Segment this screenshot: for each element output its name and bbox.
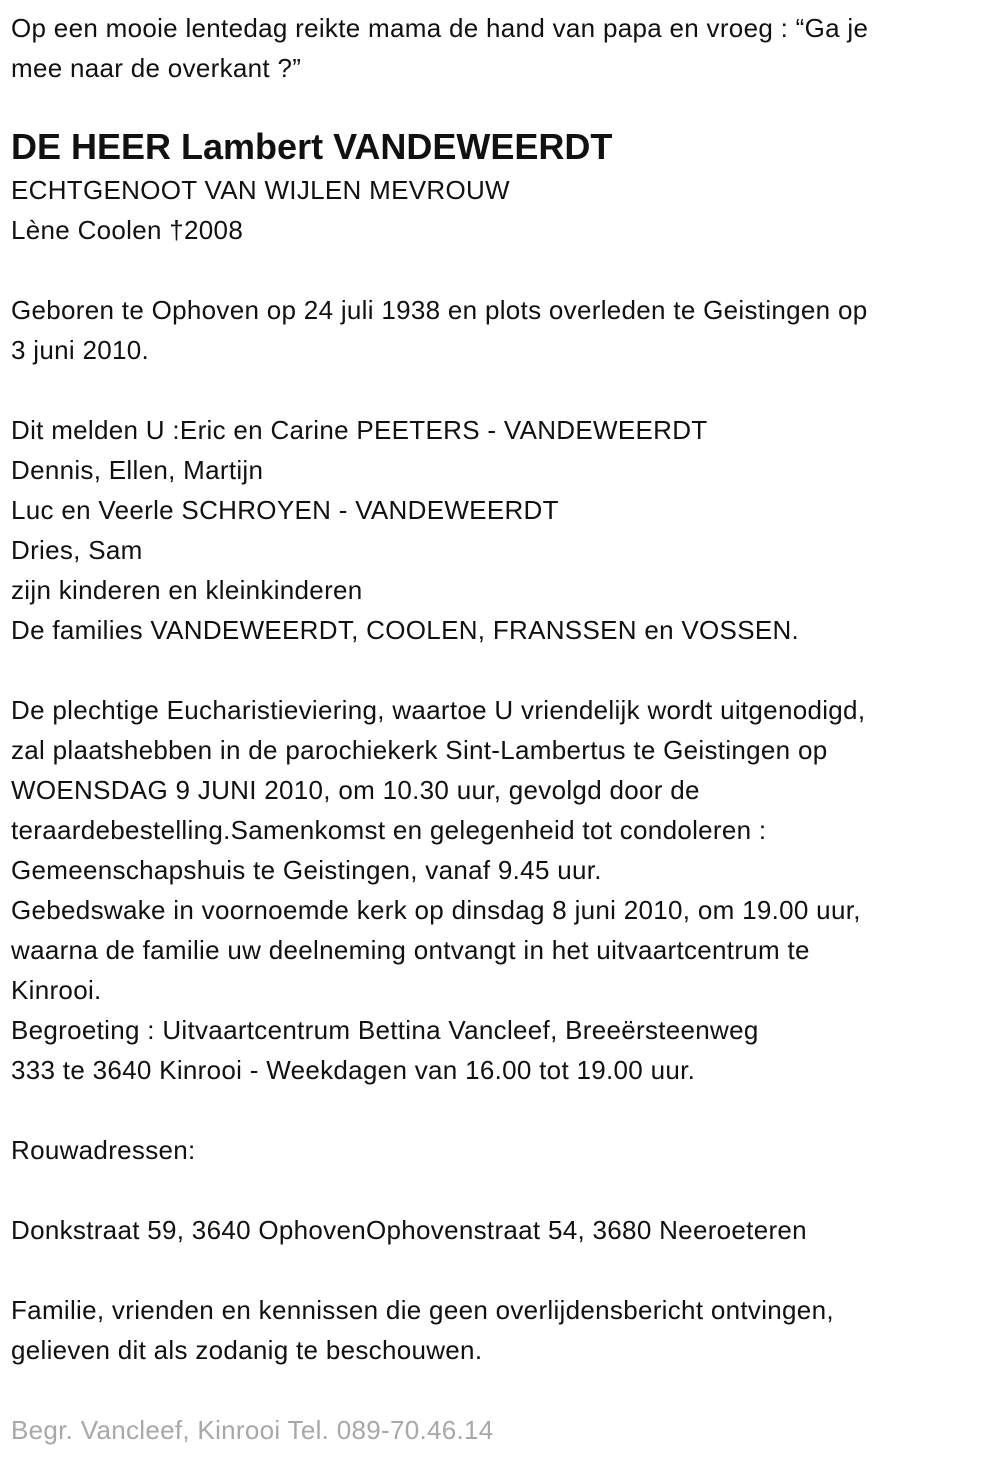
service-line: Begroeting : Uitvaartcentrum Bettina Vancleef, Breeërsteenweg <box>11 1015 759 1045</box>
addresses-label: Rouwadressen: <box>11 1135 196 1165</box>
service-line: Gemeenschapshuis te Geistingen, vanaf 9.45 uur. <box>11 855 602 885</box>
spouse-line: ECHTGENOOT VAN WIJLEN MEVROUW <box>11 175 510 205</box>
service-line: WOENSDAG 9 JUNI 2010, om 10.30 uur, gevolgd door de <box>11 775 700 805</box>
birth-death-line: Geboren te Ophoven op 24 juli 1938 en plots overleden te Geistingen op <box>11 295 868 325</box>
funeral-home-footer: Begr. Vancleef, Kinrooi Tel. 089-70.46.14 <box>11 1415 494 1445</box>
closing-line: gelieven dit als zodanig te beschouwen. <box>11 1335 483 1365</box>
service-line: Kinrooi. <box>11 975 102 1005</box>
obituary-document <box>11 8 996 1450</box>
service-line: 333 te 3640 Kinrooi - Weekdagen van 16.00 tot 19.00 uur. <box>11 1055 696 1085</box>
family-line: Dennis, Ellen, Martijn <box>11 455 264 485</box>
family-line: Dit melden U :Eric en Carine PEETERS - VANDEWEERDT <box>11 415 708 445</box>
service-line: De plechtige Eucharistieviering, waartoe U vriendelijk wordt uitgenodigd, <box>11 695 866 725</box>
quote-line: Op een mooie lentedag reikte mama de hand van papa en vroeg : “Ga je <box>11 13 869 43</box>
service-line: waarna de familie uw deelneming ontvangt in het uitvaartcentrum te <box>11 935 810 965</box>
service-line: zal plaatshebben in de parochiekerk Sint-Lambertus te Geistingen op <box>11 735 828 765</box>
spouse-line: Lène Coolen †2008 <box>11 215 244 245</box>
quote-line: mee naar de overkant ?” <box>11 53 302 83</box>
closing-line: Familie, vrienden en kennissen die geen overlijdensbericht ontvingen, <box>11 1295 834 1325</box>
service-line: Gebedswake in voornoemde kerk op dinsdag 8 juni 2010, om 19.00 uur, <box>11 895 861 925</box>
family-line: De families VANDEWEERDT, COOLEN, FRANSSEN en VOSSEN. <box>11 615 800 645</box>
service-line: teraardebestelling.Samenkomst en gelegenheid tot condoleren : <box>11 815 767 845</box>
family-line: zijn kinderen en kleinkinderen <box>11 575 363 605</box>
family-line: Luc en Veerle SCHROYEN - VANDEWEERDT <box>11 495 559 525</box>
deceased-name-title: DE HEER Lambert VANDEWEERDT <box>11 126 613 167</box>
birth-death-line: 3 juni 2010. <box>11 335 150 365</box>
addresses-line: Donkstraat 59, 3640 OphovenOphovenstraat 54, 3680 Neeroeteren <box>11 1215 807 1245</box>
family-line: Dries, Sam <box>11 535 143 565</box>
